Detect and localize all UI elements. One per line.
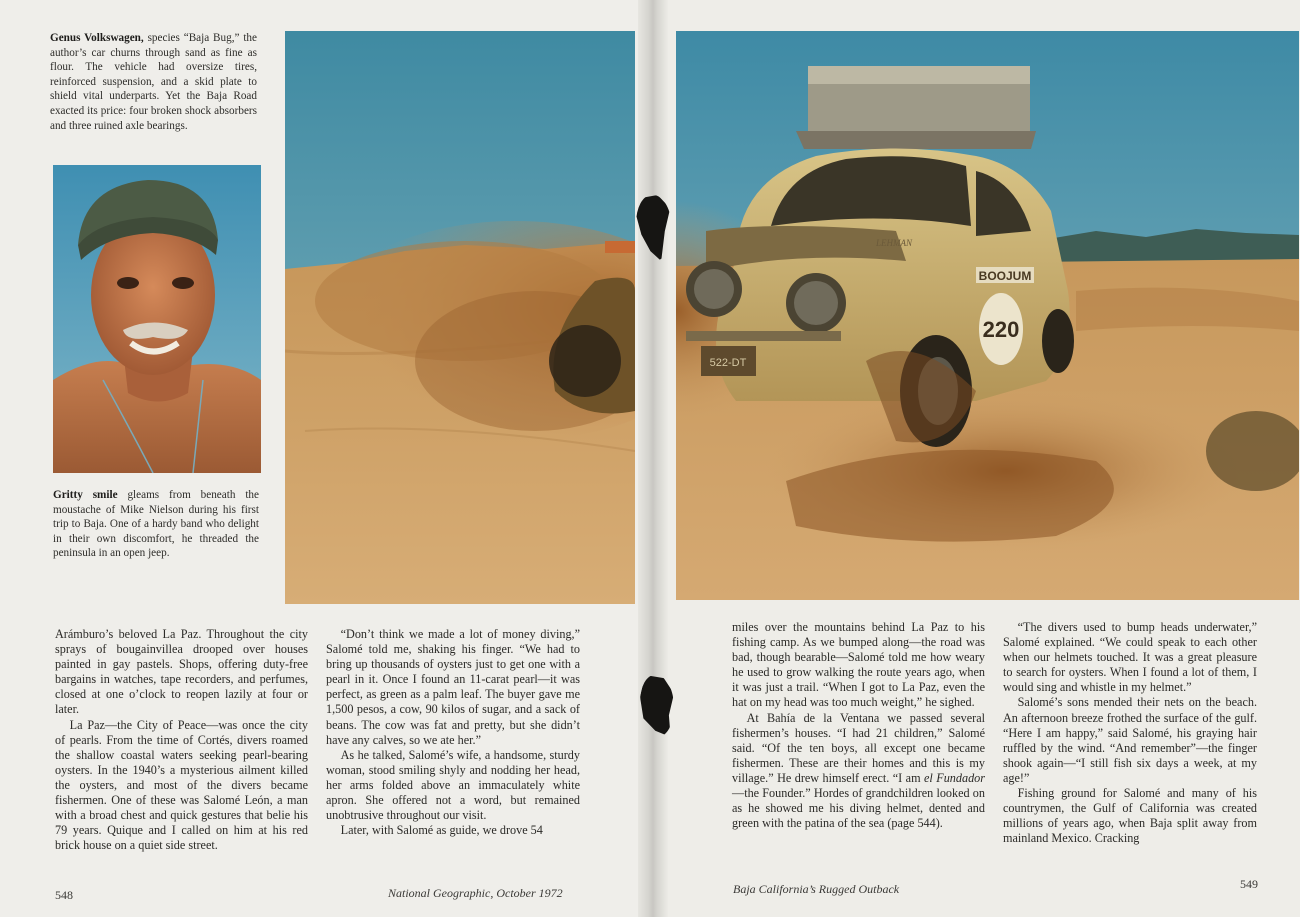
paragraph: La Paz—the City of Peace—was once the city of pearls. From the time of Cortés, divers roamed the shallow coastal waters seeking pearl-bearing oysters. In the 1940’s a mysterious ailment killed the oysters, and most of the divers became fishermen. One of these was Salomé León, a man with a broad chest and quick gestures that belie his 79 years. Quique and I called on him at his red brick house on a quiet side street. <box>55 717 308 853</box>
caption-top <box>50 31 257 133</box>
italic-phrase: el Fundador <box>924 770 985 785</box>
caption-top-text: species “Baja Bug,” the author’s car churns through sand as fine as flour. The vehicle had oversize tires, reinforced suspension, and a skid plate to shield vital underparts. Yet the Baja Road exacted its price: four broken shock absorbers and three ruined axle bearings. <box>50 32 257 132</box>
paragraph: Later, with Salomé as guide, we drove 54 <box>340 823 543 838</box>
text-column-3 <box>732 620 985 831</box>
caption-top-lead: Genus Volkswagen, <box>50 32 144 44</box>
license-plate: 522-DT <box>709 357 747 369</box>
paragraph: Salomé’s sons mended their nets on the beach. An afternoon breeze frothed the surface of the gulf. “Here I am happy,” said Salomé, his graying hair ruffled by the wind. “And remember”—the finger shook again—“I still fish six days a week, at my age!” <box>1003 695 1257 785</box>
text-column-4 <box>1003 620 1257 846</box>
text-column-1 <box>55 627 308 853</box>
caption-portrait-text: gleams from beneath the moustache of Mike Nielson during his first trip to Baja. One of a hardy band who delight in their own discomfort, he threaded the peninsula in an open jeep. <box>53 489 259 560</box>
caption-portrait <box>53 488 259 561</box>
paragraph <box>732 711 985 832</box>
portrait-photo <box>53 165 261 473</box>
paragraph: miles over the mountains behind La Paz to his fishing camp. As we bumped along—the road was bad, though bearable—Salomé told me how weary he used to grow walking the route years ago, when it was just a trail. “When I got to La Paz, even the hat on my head was too much weight,” he sighed. <box>732 620 985 710</box>
page-number-right: 549 <box>1240 877 1258 891</box>
running-foot-left: National Geographic, October 1972 <box>388 886 563 900</box>
paragraph: Arámburo’s beloved La Paz. Throughout the city sprays of bougainvillea drooped over houses painted in gay pastels. Shops, offering duty-free bargains in watches, tape recorders, and perfumes, closed at one o’clock to reopen lazily at four or later. <box>55 627 308 717</box>
door-sign-text: BOOJUM <box>978 269 1032 283</box>
paragraph-part: At Bahía de la Ventana we passed several fishermen’s houses. “I had 21 children,” Salomé said. “Of the ten boys, all except one became fishermen. These are their homes and this is my village.” He drew himself erect. “I am <box>732 710 985 785</box>
right-page <box>656 0 1300 917</box>
running-foot-right: Baja California’s Rugged Outback <box>733 882 900 896</box>
paragraph: Fishing ground for Salomé and many of his countrymen, the Gulf of California was created millions of years ago, when Baja split away from mainland Mexico. Cracking <box>1003 786 1257 846</box>
caption-portrait-lead: Gritty smile <box>53 489 118 501</box>
paragraph: As he talked, Salomé’s wife, a handsome, sturdy woman, stood smiling shyly and nodding her head, her arms folded above an immaculately white apron. She offered not a word, but remained unobtrusive throughout our visit. <box>326 747 580 823</box>
photo-left-half <box>285 31 635 604</box>
paragraph-part: —the Founder.” Hordes of grandchildren looked on as he showed me his diving helmet, dented and green with the patina of the sea (page 544). <box>732 786 985 831</box>
hood-script: LEHMAN <box>876 238 912 248</box>
paragraph: “Don’t think we made a lot of money diving,” Salomé told me, shaking his finger. “We had to bring up thousands of oysters just to get one with a pearl in it. Once I found an 11-carat pearl—it was perfect, as green as a palm leaf. The buyer gave me 1,500 pesos, a cow, 90 kilos of sugar, and a sack of beans. The cow was fat and pretty, but she didn’t have any calves, so we ate her.” <box>326 627 580 747</box>
left-page <box>0 0 648 917</box>
spine-gutter <box>638 0 668 917</box>
paragraph: “The divers used to bump heads underwater,” Salomé explained. “We could speak to each other when our helmets touched. It was a great pleasure to search for oysters. When I found a lot of them, I would sing and whistle in my helmet.” <box>1003 620 1257 695</box>
text-column-2 <box>326 627 580 838</box>
page-number-left: 548 <box>55 888 73 902</box>
photo-right-half <box>676 31 1299 600</box>
door-number: 220 <box>982 317 1020 342</box>
